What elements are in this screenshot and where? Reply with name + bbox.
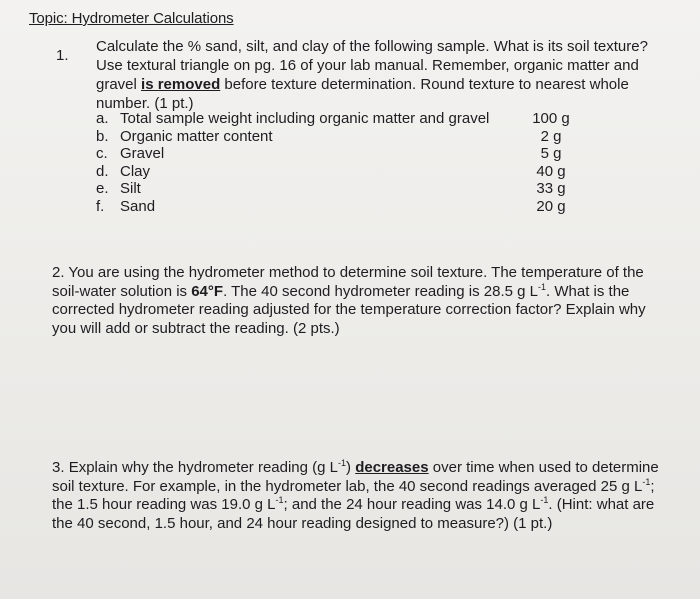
question-3-sup2: -1 — [642, 476, 651, 487]
item-label: Organic matter content — [120, 127, 273, 145]
item-letter: e. — [96, 180, 109, 197]
page-title: Topic: Hydrometer Calculations — [29, 10, 234, 27]
question-2-number: 2. — [52, 264, 65, 281]
list-item — [96, 180, 576, 198]
question-1-emphasis: is removed — [141, 76, 221, 93]
item-label: Clay — [120, 162, 151, 180]
question-3-part3: over time when used to determine soil texture. For example, in the hydrometer lab, the 40 second readings averaged 25 g L — [52, 459, 659, 495]
list-item — [96, 163, 576, 181]
question-2-temperature: 64°F — [191, 282, 224, 300]
list-item — [96, 198, 576, 216]
item-label: Sand — [120, 197, 156, 215]
question-3-part5: ; and the 24 hour reading was 14.0 g L — [283, 496, 541, 513]
question-2-part2: . The 40 second hydrometer reading is 28.5 g L — [223, 282, 538, 300]
item-letter: d. — [96, 162, 109, 180]
question-2-sup1: -1 — [538, 281, 547, 292]
question-3-number: 3. — [52, 459, 65, 476]
question-3-part2: ) — [346, 459, 356, 476]
question-1-text-before: Calculate the % sand, silt, and clay of the following sample. What is its soil texture? Use textural triangle on pg. 16 of your lab manual. Remember, organic matter and gravel — [96, 38, 648, 93]
question-2-text — [52, 264, 664, 338]
item-value: 20 g — [536, 197, 566, 215]
list-item — [96, 145, 576, 163]
item-letter: b. — [96, 127, 109, 145]
item-letter: f. — [96, 197, 105, 215]
question-3-emphasis: decreases — [355, 459, 429, 476]
list-item — [96, 110, 576, 128]
question-1-number: 1. — [56, 47, 69, 64]
list-item — [96, 128, 576, 146]
question-1-text-after: before texture determination. Round texture to nearest whole number. (1 pt.) — [96, 76, 629, 112]
question-2-part3: . What is the corrected hydrometer reading adjusted for the temperature correction factor? Explain why you will add or subtract the reading. (2 pts.) — [52, 282, 646, 337]
item-value: 33 g — [536, 180, 566, 197]
item-value: 5 g — [540, 145, 562, 162]
item-label: Silt — [120, 180, 141, 197]
question-1-text — [96, 37, 656, 113]
item-label: Gravel — [120, 145, 165, 162]
question-3-part6: . (Hint: what are the 40 second, 1.5 hour, and 24 hour reading designed to measure?) (1 pt.) — [52, 496, 655, 532]
question-2-part1: You are using the hydrometer method to determine soil texture. The temperature of the soil-water solution is — [52, 264, 644, 300]
item-letter: a. — [96, 110, 109, 127]
question-3-sup3: -1 — [275, 495, 284, 505]
item-label: Total sample weight including organic matter and gravel — [120, 110, 490, 127]
item-value: 2 g — [540, 127, 562, 145]
item-value: 40 g — [536, 162, 566, 180]
item-letter: c. — [96, 145, 108, 162]
question-3-part4: ; the 1.5 hour reading was 19.0 g L — [52, 477, 655, 513]
question-3-sup1: -1 — [338, 458, 347, 468]
item-value: 100 g — [532, 110, 570, 127]
sample-items-list — [96, 110, 576, 215]
question-3-text — [52, 459, 672, 533]
question-3-part1: Explain why the hydrometer reading (g L — [68, 459, 338, 476]
question-3-sup4: -1 — [540, 495, 549, 505]
